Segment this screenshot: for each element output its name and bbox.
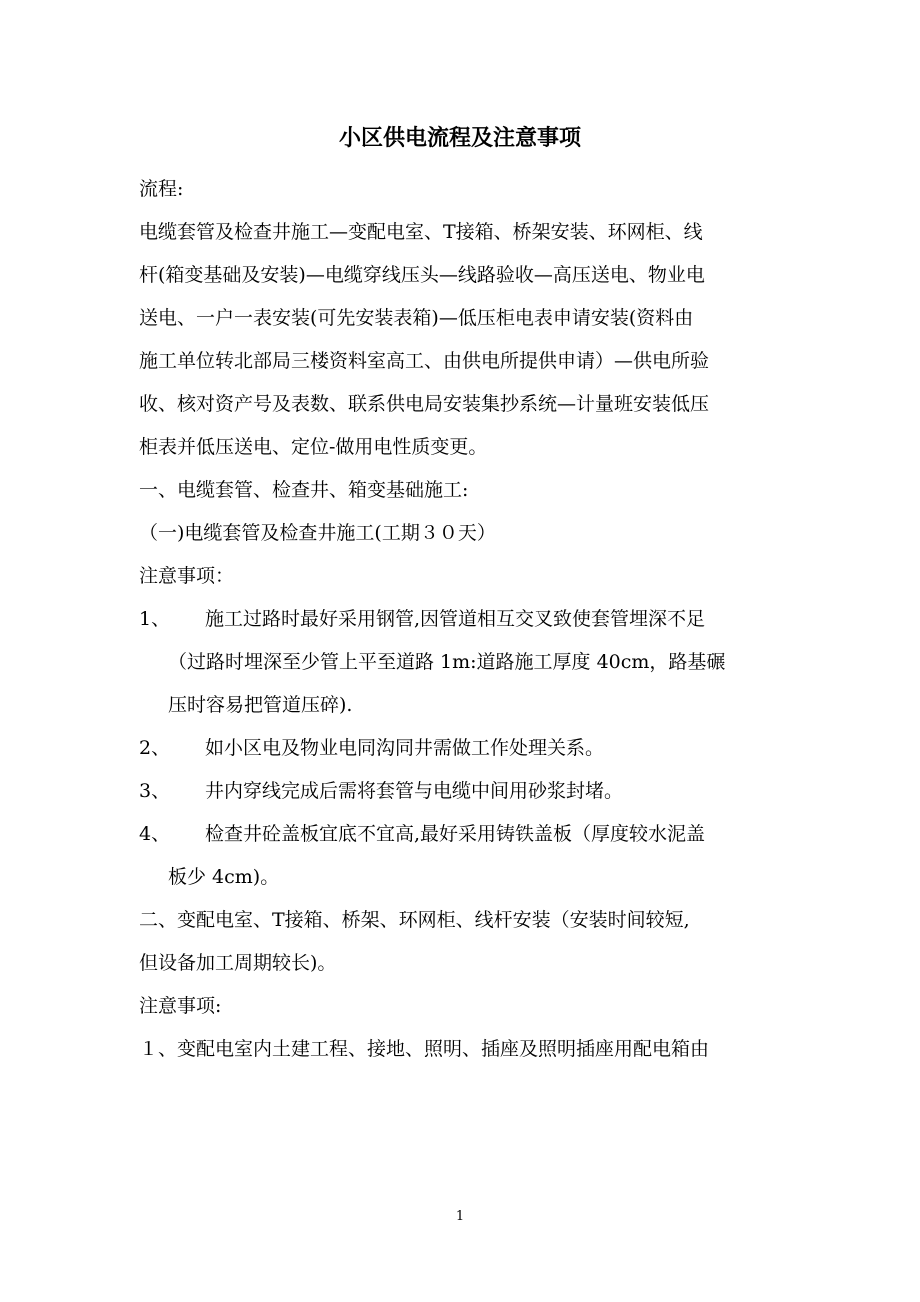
page-number: 1 (455, 1209, 465, 1224)
notes-heading-2: 注意事项: (139, 995, 222, 1017)
flow-text-line-6: 柜表并低压送电、定位-做用电性质变更。 (139, 436, 488, 458)
list-item-number: 1、 (139, 608, 171, 630)
list-item-number: 3、 (139, 780, 171, 802)
flow-text-line-1: 电缆套管及检查井施工—变配电室、T接箱、桥架安装、环网柜、线 (139, 221, 703, 243)
section-1-heading: 一、电缆套管、检查井、箱变基础施工: (139, 479, 469, 501)
list-item-number: 4、 (139, 823, 171, 845)
list-item-text: 井内穿线完成后需将套管与电缆中间用砂浆封堵。 (205, 780, 624, 802)
list-item-continuation: （过路时埋深至少管上平至道路 1m:道路施工厚度 40cm，路基碾 (168, 651, 726, 673)
flow-text-line-2: 杆(箱变基础及安装)—电缆穿线压头—线路验收—高压送电、物业电 (139, 264, 705, 286)
list-item (139, 727, 785, 770)
flow-text-line-5: 收、核对资产号及表数、联系供电局安装集抄系统—计量班安装低压 (139, 393, 710, 415)
list-item (139, 598, 785, 727)
list-item-text: 检查井砼盖板宜底不宜高,最好采用铸铁盖板（厚度较水泥盖 (205, 823, 706, 845)
subsection-1-heading: （一)电缆套管及检查井施工(工期３０天） (139, 522, 496, 544)
list-item-text: 施工过路时最好采用钢管,因管道相互交叉致使套管埋深不足 (205, 608, 706, 630)
list-item-number: 2、 (139, 737, 171, 759)
list-item-continuation: 板少 4cm)。 (168, 866, 280, 888)
list-item-text: 如小区电及物业电同沟同井需做工作处理关系。 (205, 737, 605, 759)
flow-text-line-3: 送电、一户一表安装(可先安装表箱)—低压柜电表申请安装(资料由 (139, 307, 694, 329)
section-2-heading-line-1: 二、变配电室、T接箱、桥架、环网柜、线杆安装（安装时间较短, (139, 909, 690, 931)
document-body (139, 168, 785, 1071)
notes-heading-1: 注意事项： (139, 565, 235, 587)
list-item-continuation: 压时容易把管道压碎). (168, 694, 353, 716)
flow-heading: 流程: (139, 178, 184, 200)
section-2-item-1: １、变配电室内土建工程、接地、照明、插座及照明插座用配电箱由 (139, 1038, 710, 1060)
document-title: 小区供电流程及注意事项 (338, 125, 581, 151)
list-item (139, 813, 785, 899)
flow-text-line-4: 施工单位转北部局三楼资料室高工、由供电所提供申请）—供电所验 (139, 350, 710, 372)
list-item (139, 770, 785, 813)
section-2-heading-line-2: 但设备加工周期较长)。 (139, 952, 337, 974)
